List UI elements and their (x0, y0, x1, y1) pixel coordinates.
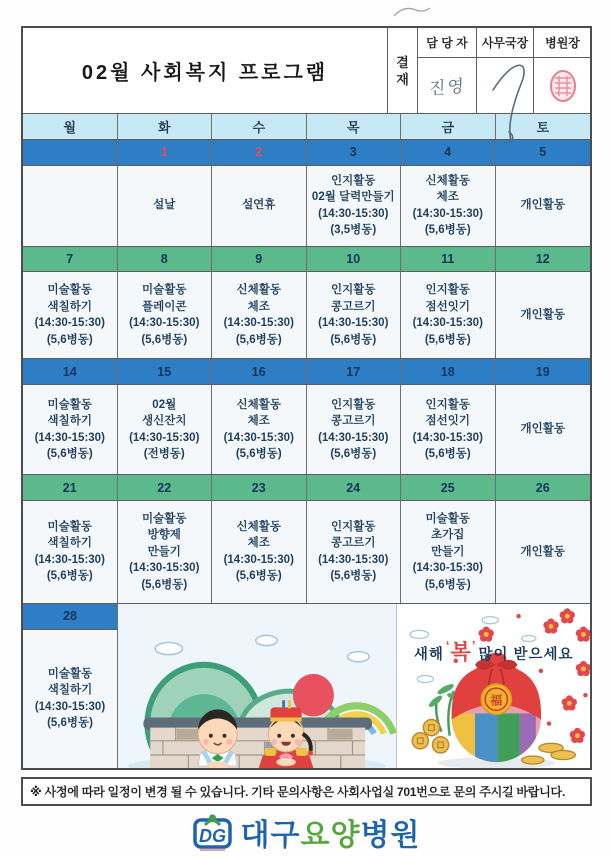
activity-line: 방향제 (147, 529, 181, 542)
approval-col-office-director: 사무국장 (477, 28, 534, 58)
date-cell: 7 (23, 247, 118, 272)
approval-label: 결재 (388, 28, 418, 113)
activity-line: (5,6병동) (46, 333, 93, 346)
schedule-cell (212, 385, 307, 474)
week3-date-bar (23, 359, 590, 385)
activity-line: 인지활동 (425, 284, 470, 297)
activity-line: (14:30-15:30) (318, 553, 389, 566)
activity-line: 만들기 (147, 545, 181, 558)
activity-line: (5,6병동) (141, 333, 188, 346)
date-cell: 9 (212, 247, 307, 272)
activity-line: (5,6병동) (47, 717, 93, 730)
activity-line: 콩고르기 (331, 415, 376, 428)
activity-line: 생신잔치 (142, 415, 187, 428)
pen-scan-mark (392, 2, 434, 20)
schedule-cell (496, 166, 591, 246)
date-cell: 12 (535, 252, 550, 267)
weekday-sat: 토 (536, 119, 550, 135)
hospital-director-stamp-cell (534, 58, 591, 113)
activity-line: 02월 (152, 398, 177, 411)
approval-col-manager: 담 당 자 (418, 28, 477, 58)
approval-col-hospital-director: 병원장 (534, 28, 591, 58)
office-director-signature-icon (481, 54, 538, 146)
schedule-cell (307, 501, 402, 603)
activity-line: (14:30-15:30) (412, 317, 483, 330)
activity-line: 미술활동 (142, 512, 187, 525)
activity-line: (14:30-15:30) (34, 700, 106, 713)
schedule-cell (401, 501, 496, 603)
sheet-header (23, 28, 590, 114)
activity-line: 체조 (247, 537, 270, 550)
manager-signature: 진영 (428, 76, 466, 99)
weekday-tue: 화 (118, 114, 213, 139)
schedule-cell (23, 272, 118, 358)
hospital-name-part3: 병원 (360, 819, 421, 852)
activity-line: (14:30-15:30) (129, 431, 200, 444)
svg-text:DG: DG (198, 826, 226, 846)
activity-line: 플레이콘 (142, 300, 187, 313)
activity-line: (14:30-15:30) (129, 562, 200, 575)
activity-line: (5,6병동) (235, 333, 282, 346)
hospital-logo (0, 810, 612, 854)
page-title: 02월 사회복지 프로그램 (81, 62, 329, 85)
activity-line: 설날 (153, 199, 176, 212)
activity-line: (14:30-15:30) (34, 431, 105, 444)
date-cell: 28 (23, 604, 117, 630)
pouch-fortune-character: 福 (490, 693, 503, 708)
office-director-signature-cell (477, 58, 534, 113)
schedule-cell (118, 272, 213, 358)
lucky-pouch-svg (397, 604, 590, 768)
stamp-icon (546, 67, 580, 105)
illustration-area (118, 604, 590, 768)
schedule-cell (307, 385, 402, 474)
activity-line: (5,6병동) (424, 224, 471, 237)
activity-line: 콩고르기 (331, 300, 376, 313)
activity-line: (14:30-15:30) (129, 317, 200, 330)
activity-line: 색칠하기 (47, 537, 92, 550)
activity-line: 체조 (247, 300, 270, 313)
schedule-cell (212, 272, 307, 358)
activity-line: (14:30-15:30) (412, 562, 483, 575)
activity-line: 인지활동 (331, 520, 376, 533)
activity-line: (14:30-15:30) (223, 317, 294, 330)
activity-line: (5,6병동) (424, 448, 471, 461)
date-cell: 19 (535, 364, 550, 379)
activity-line: 신체활동 (236, 284, 281, 297)
date-cell: 10 (307, 247, 402, 272)
footer-note-box (21, 777, 592, 806)
boy-figure (198, 709, 237, 768)
activity-line: 설연휴 (242, 199, 276, 212)
weekday-wed: 수 (212, 114, 307, 139)
date-cell: 26 (535, 480, 550, 495)
footer-note: ※ 사정에 따라 일정이 변경 될 수 있습니다. 기타 문의사항은 사회사업실 701번으로 문의 주시길 바랍니다. (30, 785, 565, 799)
schedule-cell (118, 385, 213, 474)
activity-line: 미술활동 (47, 667, 93, 680)
activity-line: (14:30-15:30) (318, 317, 389, 330)
hospital-name-part1: 대구 (240, 819, 301, 852)
week2-content-row (23, 272, 590, 359)
activity-line: 개인활동 (520, 199, 565, 212)
activity-line: (5,6병동) (424, 578, 471, 591)
schedule-cell (212, 166, 307, 246)
date-cell: 5 (539, 145, 547, 160)
activity-line: 색칠하기 (47, 300, 92, 313)
schedule-cell (118, 166, 213, 246)
activity-line: 미술활동 (47, 398, 92, 411)
activity-line: 인지활동 (331, 284, 376, 297)
program-sheet (21, 26, 592, 770)
activity-line: (14:30-15:30) (223, 431, 294, 444)
new-year-greeting (397, 636, 590, 666)
activity-line: 점선잇기 (425, 300, 470, 313)
activity-line: (5,6병동) (424, 333, 471, 346)
weekday-fri: 금 (401, 114, 496, 139)
activity-line: (14:30-15:30) (412, 431, 483, 444)
date-cell: 16 (212, 359, 307, 384)
activity-line: 미술활동 (142, 284, 187, 297)
activity-line: 개인활동 (520, 423, 565, 436)
schedule-cell (401, 272, 496, 358)
hospital-name-part2: 요양 (300, 819, 361, 852)
activity-line: (14:30-15:30) (223, 553, 294, 566)
date-cell: 11 (401, 247, 496, 272)
schedule-cell (496, 272, 591, 358)
date-cell (23, 140, 118, 165)
activity-line: 신체활동 (236, 520, 281, 533)
activity-line: 체조 (247, 415, 270, 428)
activity-line: (3,5병동) (330, 224, 377, 237)
activity-line: 개인활동 (520, 545, 565, 558)
activity-line: 미술활동 (47, 284, 92, 297)
sebae-illustration (118, 604, 396, 768)
activity-line: 체조 (436, 191, 459, 204)
greeting-part1: 새해 (413, 646, 444, 663)
hospital-logo-icon (192, 811, 234, 853)
activity-line: 미술활동 (425, 512, 470, 525)
schedule-cell (23, 166, 118, 246)
schedule-cell (23, 630, 117, 768)
activity-line: (5,6병동) (330, 333, 377, 346)
date-cell: 15 (118, 359, 213, 384)
date-cell: 8 (118, 247, 213, 272)
activity-line: 색칠하기 (47, 684, 93, 697)
activity-line: (5,6병동) (330, 448, 377, 461)
activity-line: 만들기 (431, 545, 465, 558)
activity-line: (5,6병동) (235, 448, 282, 461)
schedule-cell (212, 501, 307, 603)
manager-signature-cell (418, 58, 477, 113)
week3-content-row (23, 385, 590, 475)
sebae-illustration-svg (118, 604, 396, 768)
schedule-cell (401, 166, 496, 246)
greeting-part3: 많이 받으세요 (478, 646, 574, 663)
schedule-cell (401, 385, 496, 474)
activity-line: 인지활동 (331, 398, 376, 411)
activity-line: 인지활동 (331, 174, 376, 187)
activity-line: (14:30-15:30) (34, 553, 105, 566)
week5-row (23, 604, 590, 768)
activity-line: (5,6병동) (141, 578, 188, 591)
date-cell: 21 (23, 475, 118, 500)
week5-monday-column (23, 604, 118, 768)
date-cell: 17 (307, 359, 402, 384)
activity-line: 인지활동 (425, 398, 470, 411)
activity-line: 신체활동 (425, 174, 470, 187)
activity-line: (5,6병동) (46, 570, 93, 583)
activity-line: 콩고르기 (331, 537, 376, 550)
date-cell: 18 (401, 359, 496, 384)
hospital-name (241, 810, 421, 854)
date-cell: 14 (23, 359, 118, 384)
schedule-cell (23, 385, 118, 474)
week1-content-row (23, 166, 590, 247)
activity-line: 색칠하기 (47, 415, 92, 428)
activity-line: (전병동) (143, 448, 185, 461)
date-cell-holiday: 2 (212, 140, 307, 165)
date-cell: 24 (307, 475, 402, 500)
approval-box (387, 28, 590, 113)
activity-line: 점선잇기 (425, 415, 470, 428)
schedule-cell (118, 501, 213, 603)
week4-content-row (23, 501, 590, 604)
date-cell-holiday: 1 (118, 140, 213, 165)
schedule-cell (307, 166, 402, 246)
activity-line: (14:30-15:30) (318, 431, 389, 444)
activity-line: (14:30-15:30) (412, 207, 483, 220)
week4-date-bar (23, 475, 590, 501)
activity-line: (5,6병동) (46, 448, 93, 461)
schedule-cell (307, 272, 402, 358)
activity-line: (5,6병동) (235, 570, 282, 583)
activity-line: (14:30-15:30) (34, 317, 105, 330)
activity-line: 미술활동 (47, 520, 92, 533)
week2-date-bar (23, 247, 590, 273)
date-cell: 23 (212, 475, 307, 500)
activity-line: 초가집 (431, 529, 465, 542)
weekday-thu: 목 (307, 114, 402, 139)
schedule-cell (496, 385, 591, 474)
activity-line: 신체활동 (236, 398, 281, 411)
new-year-illustration (396, 604, 590, 768)
schedule-cell (23, 501, 118, 603)
activity-line: 02월 달력만들기 (311, 191, 395, 204)
weekday-mon: 월 (23, 114, 118, 139)
activity-line: (14:30-15:30) (318, 207, 389, 220)
greeting-bok: ‘ 복 ’ (446, 641, 477, 664)
activity-line: (5,6병동) (330, 570, 377, 583)
date-cell: 4 (401, 140, 496, 165)
date-cell: 3 (307, 140, 402, 165)
date-cell: 25 (401, 475, 496, 500)
date-cell: 22 (118, 475, 213, 500)
schedule-cell (496, 501, 591, 603)
title-area (23, 28, 387, 113)
activity-line: 개인활동 (520, 309, 565, 322)
